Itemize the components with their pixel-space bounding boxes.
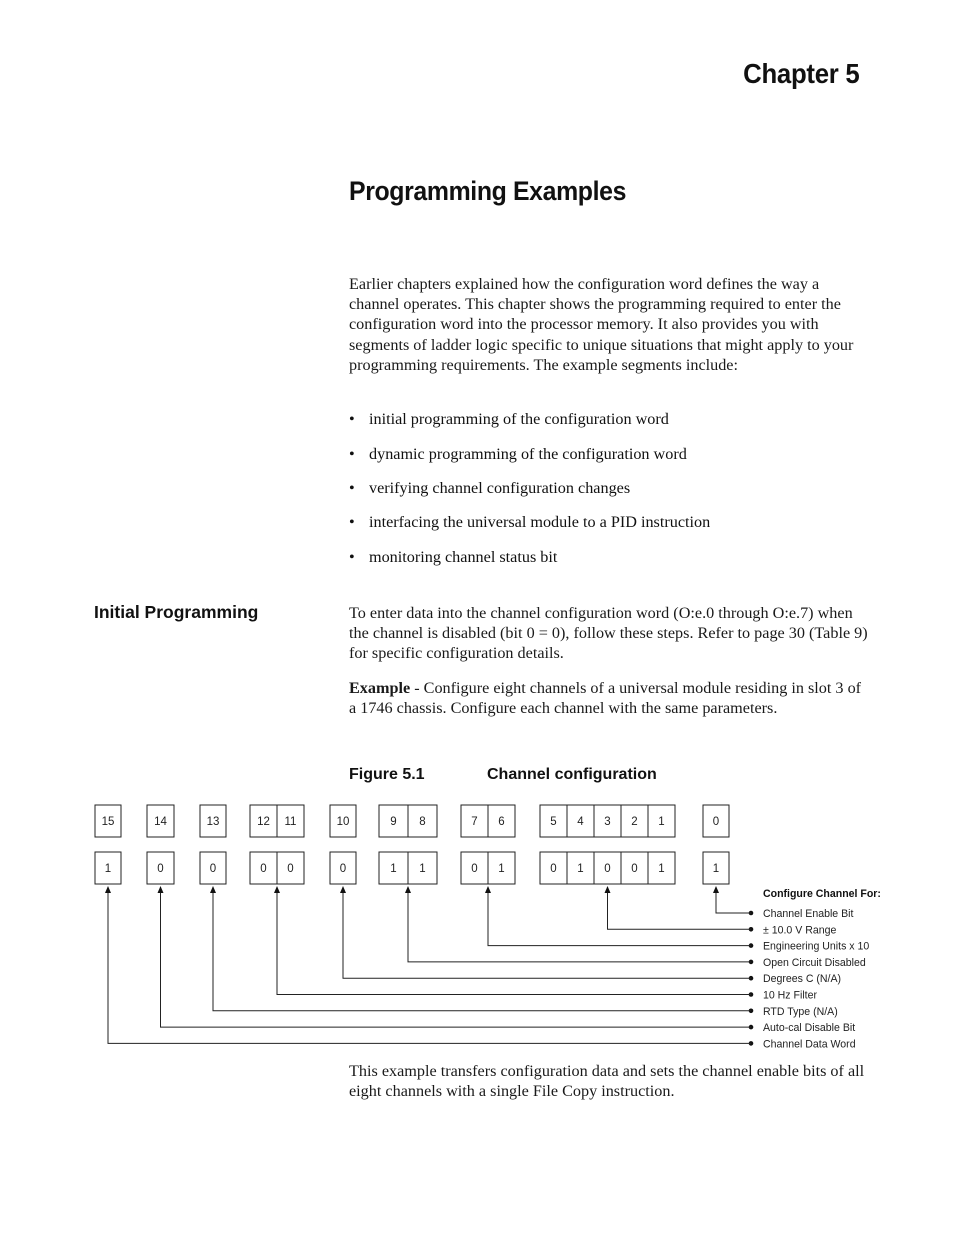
legend-item: ± 10.0 V Range bbox=[763, 923, 837, 937]
bit-value: 0 bbox=[260, 863, 267, 875]
legend-item: Channel Data Word bbox=[763, 1038, 856, 1051]
connector-line bbox=[108, 892, 751, 1043]
legend-item: Degrees C (N/A) bbox=[763, 972, 842, 986]
connector-line bbox=[277, 892, 751, 995]
bit-number: 15 bbox=[101, 816, 115, 828]
bit-number: 14 bbox=[154, 816, 167, 828]
bit-number: 11 bbox=[284, 816, 297, 828]
legend-item: Open Circuit Disabled bbox=[763, 956, 866, 970]
bit-number: 2 bbox=[631, 816, 638, 828]
bit-value: 0 bbox=[157, 863, 164, 875]
connector-line bbox=[716, 892, 751, 913]
connector-line bbox=[608, 892, 752, 929]
bit-value: 1 bbox=[498, 863, 505, 875]
legend-item: Engineering Units x 10 bbox=[763, 940, 870, 953]
example-label: Example bbox=[349, 679, 411, 697]
connector-line bbox=[161, 892, 752, 1027]
arrow-head bbox=[158, 886, 164, 893]
section-paragraph: To enter data into the channel configuration word (O:e.0 through O:e.7) when the channel is disabled (bit 0 = 0), follow these steps. Refer to page 30 (Table 9) for specific configuration details. bbox=[349, 604, 868, 663]
bit-number: 10 bbox=[336, 816, 350, 828]
bullet-item: • initial programming of the configuration word bbox=[349, 410, 669, 428]
bit-number: 1 bbox=[658, 816, 665, 828]
example-text: - Configure eight channels of a universal module residing in slot 3 of a 1746 chassis. Configure each channel with the same parameters. bbox=[349, 679, 862, 718]
closing-paragraph: This example transfers configuration data and sets the channel enable bits of all eight channels with a single File Copy instruction. bbox=[349, 1062, 865, 1101]
bit-number: 8 bbox=[419, 816, 426, 828]
arrow-head bbox=[340, 886, 346, 893]
bit-value: 1 bbox=[577, 863, 584, 875]
arrow-head bbox=[210, 886, 216, 893]
arrow-head bbox=[105, 886, 111, 893]
legend-item: Channel Enable Bit bbox=[763, 907, 854, 921]
bit-number: 7 bbox=[471, 816, 478, 828]
bit-value: 1 bbox=[658, 863, 665, 875]
bullet-text: verifying channel configuration changes bbox=[369, 479, 631, 497]
figure-title: Channel configuration bbox=[487, 766, 657, 783]
bullet-item: • monitoring channel status bit bbox=[349, 548, 558, 566]
bullet-text: monitoring channel status bit bbox=[369, 548, 558, 566]
bit-number: 4 bbox=[577, 816, 584, 828]
legend-item: Auto-cal Disable Bit bbox=[763, 1021, 856, 1035]
bit-value: 1 bbox=[390, 863, 397, 875]
bit-value: 1 bbox=[104, 863, 112, 875]
legend-heading: Configure Channel For: bbox=[763, 887, 881, 901]
page-title: Programming Examples bbox=[349, 176, 627, 206]
bullet-item: • verifying channel configuration changes bbox=[349, 479, 631, 497]
connector-line bbox=[213, 892, 751, 1011]
legend-item: 10 Hz Filter bbox=[763, 989, 818, 1002]
bit-value: 0 bbox=[209, 863, 217, 875]
bit-value: 0 bbox=[604, 863, 611, 875]
intro-paragraph: Earlier chapters explained how the configuration word defines the way a channel operates. This chapter shows the programming required to enter the configuration word into the processor memory. It also provides you with segments of ladder logic specific to unique situations that might apply to your programming requirements. The example segments include: bbox=[349, 275, 854, 374]
bit-number: 12 bbox=[257, 816, 270, 828]
bit-number: 9 bbox=[390, 816, 397, 828]
bit-value: 0 bbox=[631, 863, 638, 875]
arrow-head bbox=[405, 886, 411, 893]
bit-number: 6 bbox=[498, 816, 505, 828]
bit-number: 0 bbox=[712, 816, 720, 828]
connector-line bbox=[488, 892, 751, 946]
arrow-head bbox=[713, 886, 719, 893]
chapter-label: Chapter 5 bbox=[742, 58, 859, 89]
bit-value: 0 bbox=[471, 863, 478, 875]
arrow-head bbox=[274, 886, 280, 893]
bit-value: 0 bbox=[550, 863, 557, 875]
bit-value: 1 bbox=[712, 863, 720, 875]
arrow-head bbox=[485, 886, 491, 893]
bit-value: 0 bbox=[287, 863, 294, 875]
section-heading: Initial Programming bbox=[94, 602, 259, 622]
legend-item: RTD Type (N/A) bbox=[763, 1005, 838, 1018]
bullet-item: • interfacing the universal module to a PID instruction bbox=[349, 513, 711, 531]
arrow-head bbox=[605, 886, 611, 893]
figure-number: Figure 5.1 bbox=[349, 766, 425, 783]
connector-line bbox=[343, 892, 751, 978]
bullet-item: • dynamic programming of the configuration word bbox=[349, 445, 687, 463]
bit-value: 1 bbox=[419, 863, 426, 875]
bullet-text: interfacing the universal module to a PID instruction bbox=[369, 513, 711, 531]
bullet-text: dynamic programming of the configuration word bbox=[369, 445, 687, 463]
bit-value: 0 bbox=[339, 863, 347, 875]
bullet-text: initial programming of the configuration word bbox=[369, 410, 669, 428]
bit-number: 5 bbox=[550, 816, 557, 828]
bit-number: 13 bbox=[206, 816, 220, 828]
connector-line bbox=[408, 892, 751, 962]
bit-number: 3 bbox=[604, 816, 611, 828]
